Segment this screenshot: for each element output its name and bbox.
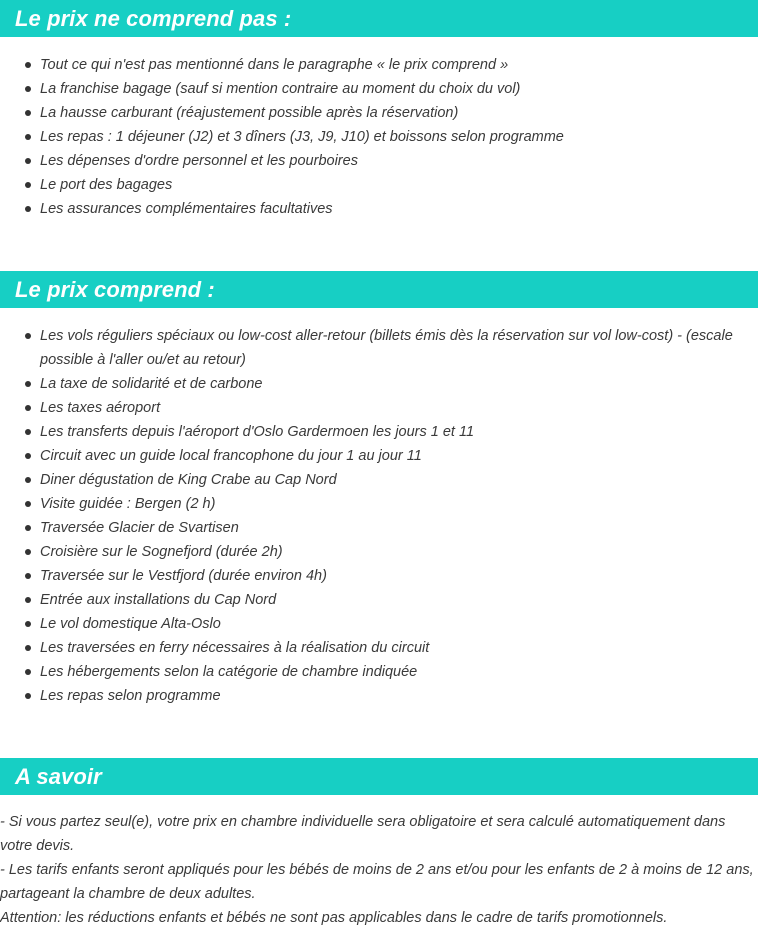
list-item: Les repas : 1 déjeuner (J2) et 3 dîners (J3, J9, J10) et boissons selon programme [40,125,740,149]
list-item: Le vol domestique Alta-Oslo [40,612,740,636]
note-line: - Les tarifs enfants seront appliqués pour les bébés de moins de 2 ans et/ou pour les enfants de 2 à moins de 12 ans, partageant la chambre de deux adultes. [0,862,754,902]
list-item: La taxe de solidarité et de carbone [40,372,740,396]
list-item: Les repas selon programme [40,684,740,708]
list-item: La hausse carburant (réajustement possible après la réservation) [40,101,740,125]
list-item: Les vols réguliers spéciaux ou low-cost aller-retour (billets émis dès la réservation sur vol low-cost) - (escale possible à l'aller ou/et au retour) [40,324,740,372]
list-item: Les assurances complémentaires facultatives [40,197,740,221]
list-item: Traversée sur le Vestfjord (durée environ 4h) [40,564,740,588]
section-title-not-included: Le prix ne comprend pas : [0,0,758,37]
list-item: La franchise bagage (sauf si mention contraire au moment du choix du vol) [40,77,740,101]
section-title-included: Le prix comprend : [0,271,758,308]
good-to-know-notes [0,810,756,930]
list-item: Diner dégustation de King Crabe au Cap Nord [40,468,740,492]
list-item: Circuit avec un guide local francophone du jour 1 au jour 11 [40,444,740,468]
note-line: - Si vous partez seul(e), votre prix en chambre individuelle sera obligatoire et sera calculé automatiquement dans votre devis. [0,814,726,854]
list-item: Le port des bagages [40,173,740,197]
list-item: Les transferts depuis l'aéroport d'Oslo Gardermoen les jours 1 et 11 [40,420,740,444]
not-included-list [0,53,740,221]
list-item: Les hébergements selon la catégorie de chambre indiquée [40,660,740,684]
list-item: Entrée aux installations du Cap Nord [40,588,740,612]
list-item: Croisière sur le Sognefjord (durée 2h) [40,540,740,564]
list-item: Visite guidée : Bergen (2 h) [40,492,740,516]
section-title-good-to-know: A savoir [0,758,758,795]
list-item: Les traversées en ferry nécessaires à la réalisation du circuit [40,636,740,660]
list-item: Tout ce qui n'est pas mentionné dans le paragraphe « le prix comprend » [40,53,740,77]
list-item: Les taxes aéroport [40,396,740,420]
note-line: Attention: les réductions enfants et bébés ne sont pas applicables dans le cadre de tarifs promotionnels. [0,910,668,926]
included-list [0,324,740,708]
list-item: Les dépenses d'ordre personnel et les pourboires [40,149,740,173]
list-item: Traversée Glacier de Svartisen [40,516,740,540]
